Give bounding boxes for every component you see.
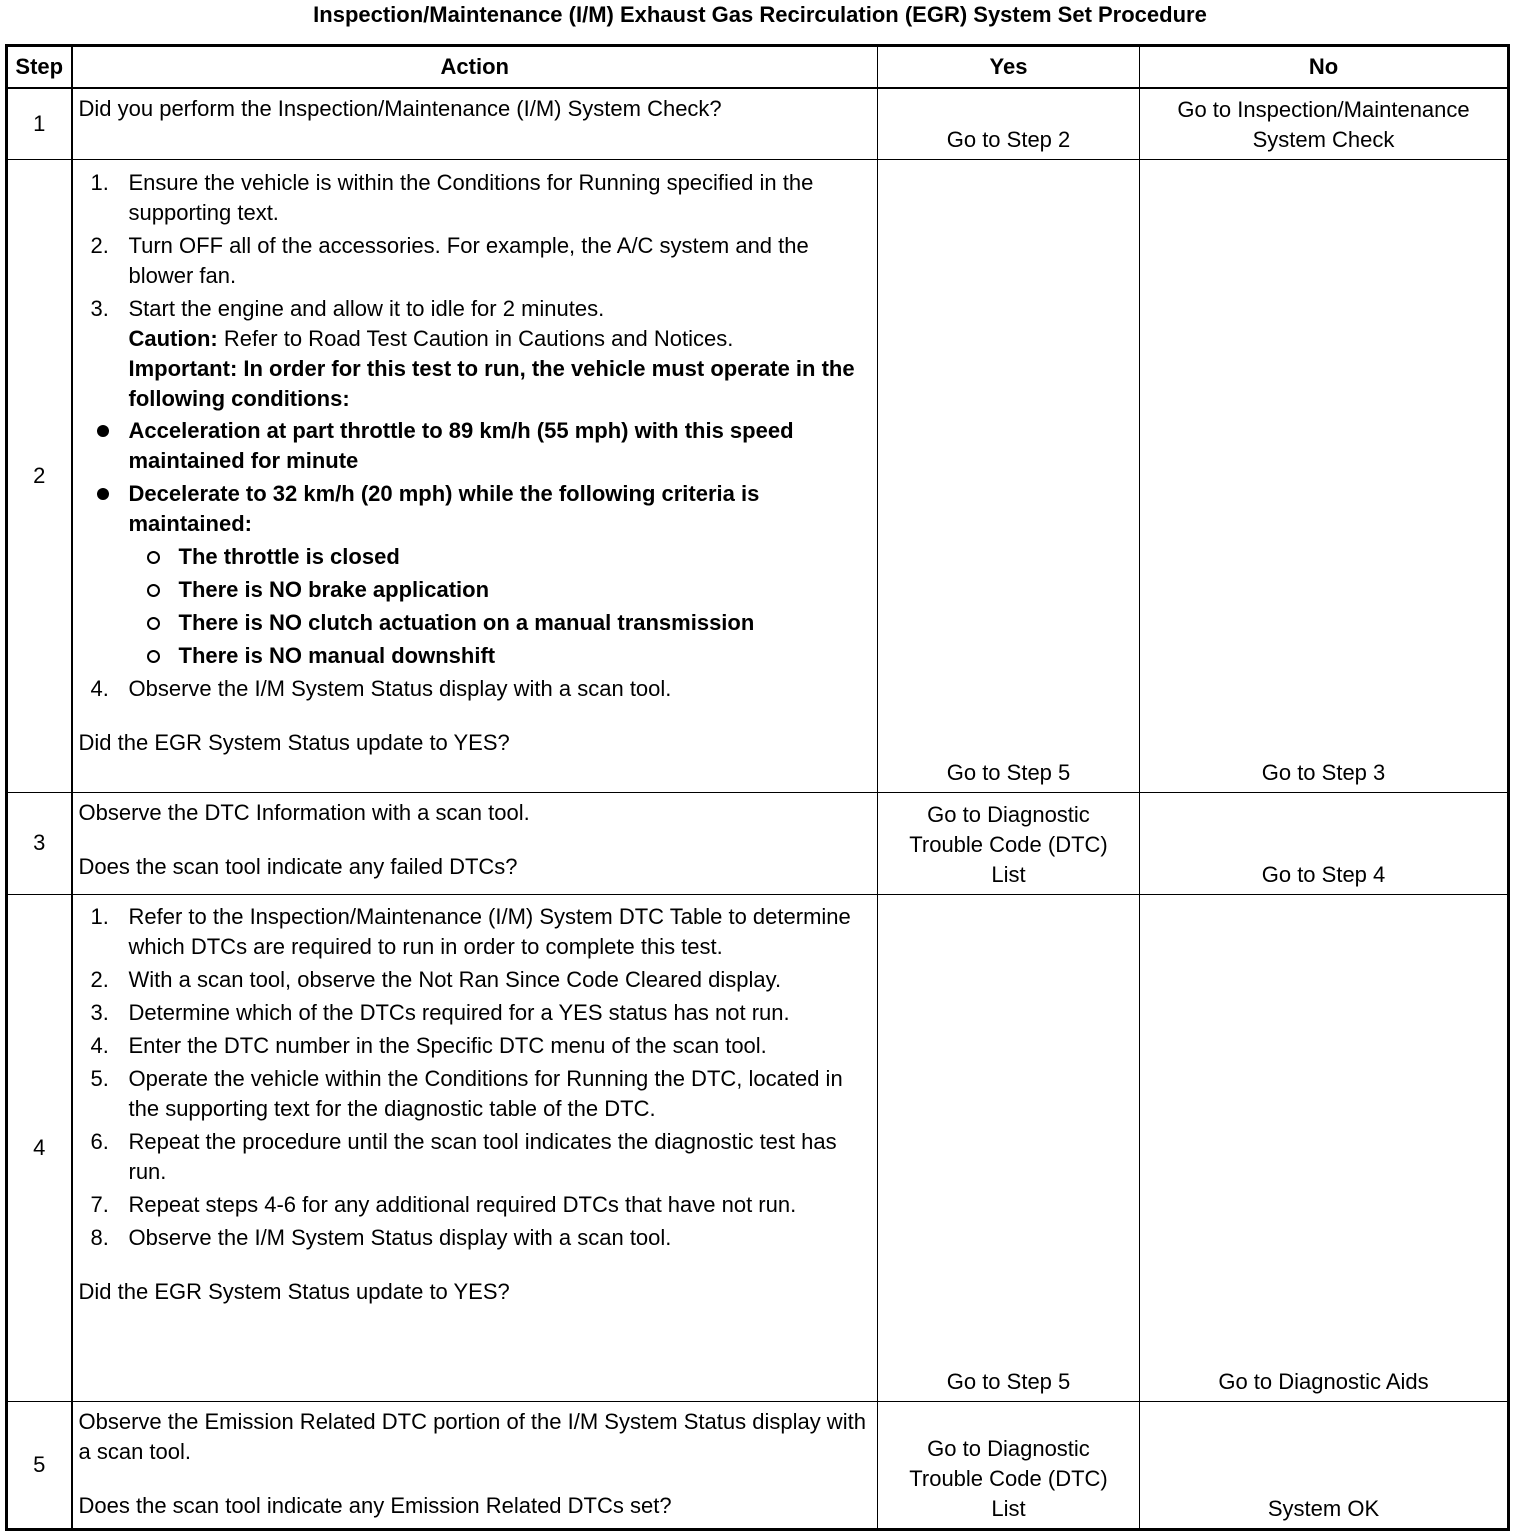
list-item: There is NO brake application — [129, 575, 872, 605]
header-yes: Yes — [878, 46, 1140, 89]
page-title: Inspection/Maintenance (I/M) Exhaust Gas Recirculation (EGR) System Set Procedure — [313, 2, 1207, 27]
no-cell: Go to Step 3 — [1140, 159, 1509, 792]
sub-bullet-list — [129, 542, 872, 671]
list-item: 2. With a scan tool, observe the Not Ran Since Code Cleared display. — [90, 966, 782, 992]
yes-cell: Go to Step 2 — [878, 88, 1140, 159]
instruction-text: Observe the DTC Information with a scan tool. — [78, 799, 530, 825]
header-action: Action — [72, 46, 878, 89]
action-cell — [72, 894, 878, 1401]
list-item: 1. Ensure the vehicle is within the Conditions for Running specified in the supporting text. — [90, 169, 814, 225]
procedure-table — [5, 44, 1510, 1531]
list-item: 2. Turn OFF all of the accessories. For example, the A/C system and the blower fan. — [90, 232, 809, 288]
no-cell: System OK — [1140, 1401, 1509, 1529]
important-note: Important: In order for this test to run, the vehicle must operate in the following conditions: — [128, 355, 855, 411]
table-row — [7, 1401, 1509, 1529]
yes-cell: Go to Step 5 — [878, 159, 1140, 792]
yes-cell: Go to Step 5 — [878, 894, 1140, 1401]
list-item: 3. Determine which of the DTCs required for a YES status has not run. — [90, 999, 790, 1025]
question-text: Does the scan tool indicate any failed DTCs? — [78, 853, 518, 879]
yes-cell: Go to Diagnostic Trouble Code (DTC) List — [878, 1401, 1140, 1529]
table-row — [7, 894, 1509, 1401]
no-cell: Go to Step 4 — [1140, 792, 1509, 894]
step-number: 1 — [7, 88, 72, 159]
list-item: 7. Repeat steps 4-6 for any additional required DTCs that have not run. — [90, 1191, 797, 1217]
table-row — [7, 159, 1509, 792]
no-cell: Go to Diagnostic Aids — [1140, 894, 1509, 1401]
no-cell: Go to Inspection/Maintenance System Check — [1140, 88, 1509, 159]
header-step: Step — [7, 46, 72, 89]
caution-note: Caution: Refer to Road Test Caution in Cautions and Notices. — [128, 325, 734, 351]
bullet-list — [79, 416, 872, 671]
list-item: 4. Observe the I/M System Status display with a scan tool. — [90, 675, 672, 701]
list-item: The throttle is closed — [129, 542, 872, 572]
step-number: 5 — [7, 1401, 72, 1529]
step-number: 2 — [7, 159, 72, 792]
instruction-text: Observe the Emission Related DTC portion of the I/M System Status display with a scan tool. — [78, 1408, 866, 1464]
question-text: Did you perform the Inspection/Maintenance (I/M) System Check? — [78, 96, 722, 121]
step-number: 4 — [7, 894, 72, 1401]
step-number: 3 — [7, 792, 72, 894]
list-item: Decelerate to 32 km/h (20 mph) while the following criteria is maintained: The throttle is closed There is NO brake application There is NO clutch actuation on a manual transmission There is NO manual downshift — [79, 479, 872, 671]
list-item: 8. Observe the I/M System Status display with a scan tool. — [90, 1224, 672, 1250]
table-header-row — [7, 46, 1509, 89]
list-item: There is NO manual downshift — [129, 641, 872, 671]
list-item: 1. Refer to the Inspection/Maintenance (I/M) System DTC Table to determine which DTCs are required to run in order to complete this test. — [90, 903, 851, 959]
question-text: Did the EGR System Status update to YES? — [78, 729, 510, 755]
numbered-list — [79, 902, 872, 1253]
question-text: Did the EGR System Status update to YES? — [78, 1278, 510, 1304]
list-item: There is NO clutch actuation on a manual transmission — [129, 608, 872, 638]
action-cell — [72, 1401, 878, 1529]
list-item: 5. Operate the vehicle within the Conditions for Running the DTC, located in the supporting text for the diagnostic table of the DTC. — [90, 1065, 843, 1121]
list-item: Acceleration at part throttle to 89 km/h (55 mph) with this speed maintained for minute — [79, 416, 872, 476]
list-item: 6. Repeat the procedure until the scan tool indicates the diagnostic test has run. — [90, 1128, 837, 1184]
table-row — [7, 792, 1509, 894]
question-text: Does the scan tool indicate any Emission Related DTCs set? — [78, 1492, 672, 1518]
action-cell — [72, 88, 878, 159]
list-item: 4. Enter the DTC number in the Specific DTC menu of the scan tool. — [90, 1032, 767, 1058]
action-cell — [72, 792, 878, 894]
header-no: No — [1140, 46, 1509, 89]
table-row — [7, 88, 1509, 159]
list-item: 3. Start the engine and allow it to idle for 2 minutes. Caution: Refer to Road Test Caution in Cautions and Notices. Important: In order for this test to run, the vehicle must operate in the following conditions: Acceleration at part throttle to 89 km/h (55 mph) with this speed maintained for minute Decelerate to 32 km/h (20 mph) while the following criteria is maintained: The throttle is closed There is NO brake application There is NO clutch actuation on a manual transmission There is NO manual downshift — [79, 294, 872, 671]
numbered-list — [79, 168, 872, 704]
action-cell — [72, 159, 878, 792]
yes-cell: Go to Diagnostic Trouble Code (DTC) List — [878, 792, 1140, 894]
